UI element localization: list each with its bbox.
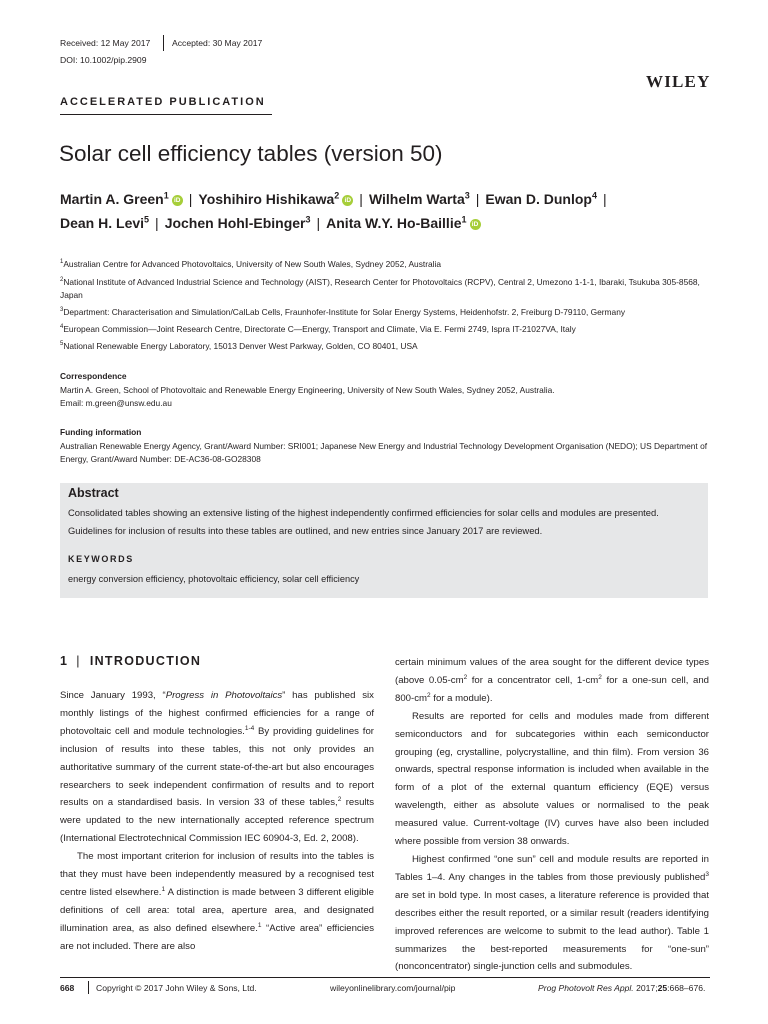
copyright: Copyright © 2017 John Wiley & Sons, Ltd. bbox=[96, 983, 257, 993]
abstract-text: Consolidated tables showing an extensive listing of the highest independently confirmed efficiencies for solar cells and modules are presented. Guidelines for inclusion of results into these tables are outlined, and new entries since January 2017 are reviewed. bbox=[68, 507, 659, 536]
received-date: Received: 12 May 2017 bbox=[60, 38, 151, 48]
author-name[interactable]: Martin A. Green$^1$ bbox=[60, 190, 169, 207]
affiliation-3: $^3$Department: Characterisation and Simulation/CalLab Cells, Fraunhofer-Institute for Solar Energy Systems, Heidenhofstr. 2, Freiburg D-79110, Germany bbox=[60, 306, 626, 317]
correspondence-email[interactable]: Email: m.green@unsw.edu.au bbox=[60, 398, 172, 408]
author-name[interactable]: Ewan D. Dunlop$^4$ bbox=[485, 190, 597, 207]
correspondence-address: Martin A. Green, School of Photovoltaic and Renewable Energy Engineering, University of New South Wales, Sydney 2052, Australia. bbox=[60, 385, 555, 395]
affiliation-2: $^2$National Institute of Advanced Industrial Science and Technology (AIST), Research Center for Photovoltaics (RCPV), Central 2, Umezono 1-1-1, Ibaraki, Tsukuba 305-8568, Japan bbox=[60, 276, 700, 301]
accepted-date: Accepted: 30 May 2017 bbox=[172, 38, 263, 48]
journal-url[interactable]: wileyonlinelibrary.com/journal/pip bbox=[330, 983, 456, 993]
page-number: 668 bbox=[60, 983, 75, 993]
author-separator: | bbox=[602, 190, 607, 207]
author-name[interactable]: Dean H. Levi$^5$ bbox=[60, 214, 150, 231]
section-label: ACCELERATED PUBLICATION bbox=[60, 96, 266, 108]
author-line-1 bbox=[60, 190, 613, 207]
affiliation-1: $^1$Australian Centre for Advanced Photovoltaics, University of New South Wales, Sydney 2052, Australia bbox=[60, 258, 442, 269]
paragraph: Highest confirmed “one sun” cell and module results are reported in Tables 1–4. Any changes in the tables from those previously published$^3$ are set in bold type. In most cases, a literature reference is provided that describes either the result reported, or a similar result (readers identifying improved references are welcome to submit to the lead author). Table 1 summarizes the best-reported measurements for “one-sun” (nonconcentrator) single-junction cells and submodules. bbox=[395, 853, 709, 973]
author-name[interactable]: Yoshihiro Hishikawa$^2$ bbox=[198, 190, 340, 207]
section-title: INTRODUCTION bbox=[89, 654, 202, 668]
abstract-heading: Abstract bbox=[68, 486, 119, 500]
header-divider bbox=[163, 35, 164, 51]
paragraph: Results are reported for cells and modules made from different semiconductors and for subcategories within each semiconductor grouping (eg, crystalline, polycrystalline, and thin film). From version 36 onwards, spectral response information is included when available in the form of a plot of the external quantum efficiency (EQE) versus wavelength, either as absolute values or normalised to the peak measured value. Current-voltage (IV) curves have also been included where possible from version 38 onwards. bbox=[395, 710, 709, 848]
paragraph: certain minimum values of the area sought for the different device types (above $0.05-cm^2$ for a concentrator cell, $1-cm^2$ for a one-sun cell, and $800-cm^2$ for a module). bbox=[395, 657, 709, 704]
body-column-right bbox=[395, 654, 709, 976]
section-separator: | bbox=[76, 654, 81, 668]
paragraph: The most important criterion for inclusion of results into the tables is that they must have been independently measured by a recognised test centre listed elsewhere.$^1$ A distinction is made between 3 different eligible definitions of cell area: total area, aperture area, and designated illumination area, as also defined elsewhere.$^1$ “Active area” efficiencies are not included. There are also bbox=[60, 851, 374, 952]
author-separator: | bbox=[188, 190, 193, 207]
keywords-heading: KEYWORDS bbox=[68, 554, 134, 564]
section-number: 1 bbox=[60, 654, 69, 668]
article-title: Solar cell efficiency tables (version 50) bbox=[59, 141, 443, 166]
footer-divider bbox=[88, 981, 89, 994]
section-rule bbox=[60, 114, 272, 115]
author-separator: | bbox=[316, 214, 321, 231]
publisher-logo: WILEY bbox=[646, 72, 711, 91]
keywords-text: energy conversion efficiency, photovoltaic efficiency, solar cell efficiency bbox=[68, 574, 360, 584]
funding-text: Australian Renewable Energy Agency, Grant/Award Number: SRI001; Japanese New Energy and Industrial Technology Development Organisation (NEDO); US Department of Energy, Grant/Award Number: DE-AC36-08-GO28308 bbox=[60, 441, 708, 464]
author-line-2 bbox=[60, 214, 481, 231]
correspondence-text bbox=[60, 384, 710, 410]
abstract-box bbox=[60, 483, 708, 598]
orcid-icon[interactable]: iD bbox=[470, 219, 481, 230]
author-separator: | bbox=[475, 190, 480, 207]
funding-heading: Funding information bbox=[60, 427, 142, 437]
correspondence-heading: Correspondence bbox=[60, 371, 127, 381]
author-separator: | bbox=[359, 190, 363, 207]
introduction-heading bbox=[60, 654, 201, 668]
orcid-icon[interactable]: iD bbox=[172, 195, 183, 206]
citation: Prog Photovolt Res Appl. 2017;25:668–676. bbox=[538, 983, 706, 993]
affiliation-4: $^4$European Commission—Joint Research Centre, Directorate C—Energy, Transport and Climate, Via E. Fermi 2749, Ispra IT-21027VA, Italy bbox=[60, 323, 576, 334]
orcid-icon[interactable]: iD bbox=[342, 195, 353, 206]
affiliation-5: $^5$National Renewable Energy Laboratory, 15013 Denver West Parkway, Golden, CO 80401, USA bbox=[60, 340, 418, 351]
body-column-left bbox=[60, 687, 374, 956]
author-name[interactable]: Anita W.Y. Ho-Baillie$^1$ bbox=[326, 214, 467, 231]
author-name[interactable]: Jochen Hohl-Ebinger$^3$ bbox=[164, 214, 311, 231]
doi[interactable]: DOI: 10.1002/pip.2909 bbox=[60, 55, 147, 65]
footer-rule bbox=[60, 977, 710, 978]
author-separator: | bbox=[155, 214, 159, 231]
author-name[interactable]: Wilhelm Warta$^3$ bbox=[368, 190, 470, 207]
paragraph: Since January 1993, “Progress in Photovoltaics” has published six monthly listings of the highest confirmed efficiencies for a range of photovoltaic cell and module technologies.$^{1-4}$ By providing guidelines for inclusion of results into these tables, this not only provides an authoritative summary of the current state-of-the-art but also encourages researchers to seek independent confirmation of results and to report results on a standardised basis. In version 33 of these tables,$^2$ results were updated to the new internationally accepted reference spectrum (International Electrotechnical Commission IEC 60904-3, Ed. 2, 2008). bbox=[60, 690, 374, 845]
